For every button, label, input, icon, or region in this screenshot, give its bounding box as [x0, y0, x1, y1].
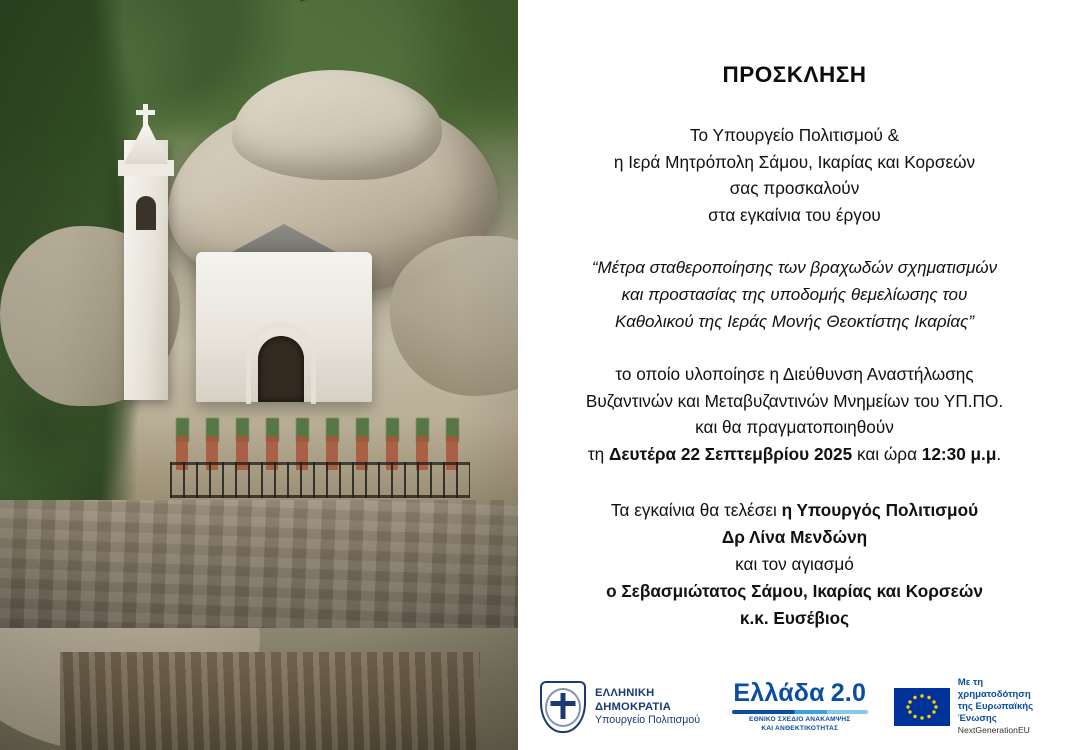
intro-line: στα εγκαίνια του έργου [708, 204, 881, 225]
datetime-suffix: . [996, 443, 1002, 464]
eu-flag-icon [894, 688, 950, 726]
intro-block [544, 122, 1045, 228]
greece-logo-sub1: ΕΘΝΙΚΟ ΣΧΕΔΙΟ ΑΝΑΚΑΜΨΗΣ [748, 716, 851, 724]
event-time: 12:30 μ.μ [921, 443, 997, 464]
monastery-photo [0, 0, 518, 750]
datetime-middle: και ώρα [852, 443, 922, 464]
intro-line: σας προσκαλούν [729, 178, 860, 198]
footer-logo-strip [518, 677, 1071, 736]
hellenic-republic-emblem-icon [540, 681, 586, 733]
photo-bell-tower [124, 140, 168, 400]
photo-bell-tower-opening [136, 196, 156, 230]
project-title-line: και προστασίας της υποδομής θεμελίωσης του [621, 285, 968, 304]
officiant-line [544, 578, 1045, 605]
implementation-line: Βυζαντινών και Μεταβυζαντινών Μνημείων του ΥΠ.ΠΟ. [585, 390, 1004, 411]
project-title-block [544, 254, 1045, 335]
greece-logo-version: 2.0 [830, 679, 867, 708]
ministry-logo-line2: Υπουργείο Πολιτισμού [595, 714, 701, 727]
ministry-logo-line1: ΕΛΛΗΝΙΚΗ ΔΗΜΟΚΡΑΤΙΑ [595, 687, 672, 714]
eu-logo-line3: NextGenerationEU [957, 725, 1030, 736]
officiants-block [544, 497, 1045, 632]
officiant-line [544, 524, 1045, 551]
project-title-line: “Μέτρα σταθεροποίησης των βραχωδών σχηματισμών [591, 258, 998, 277]
minister-role: η Υπουργός Πολιτισμού [781, 500, 979, 520]
greece-logo-name: Ελλάδα [733, 679, 825, 708]
minister-name: Δρ Λίνα Μενδώνη [721, 527, 868, 547]
officiant-line: και τον αγιασμό [735, 554, 854, 574]
event-datetime-line [544, 441, 1045, 468]
officiant-line [544, 605, 1045, 632]
implementation-block [544, 361, 1045, 467]
page-title: ΠΡΟΣΚΛΗΣΗ [722, 62, 867, 87]
photo-terraced-field [60, 652, 480, 750]
project-title-line: Καθολικού της Ιεράς Μονής Θεοκτίστης Ικαρίας” [614, 312, 975, 331]
greece-2-logo [732, 679, 868, 734]
ministry-logo [540, 681, 706, 733]
photo-railing [170, 462, 470, 498]
greece-logo-underline [732, 710, 868, 714]
implementation-line: και θα πραγματοποιηθούν [695, 417, 894, 437]
event-date: Δευτέρα 22 Σεπτεμβρίου 2025 [608, 443, 853, 464]
officiant-line [544, 497, 1045, 524]
metropolitan-title: ο Σεβασμιώτατος Σάμου, Ικαρίας και Κορσεών [606, 581, 983, 601]
eu-logo-line1: Με τη χρηματοδότηση [957, 677, 1031, 701]
greece-logo-sub2: ΚΑΙ ΑΝΘΕΚΤΙΚΟΤΗΤΑΣ [761, 725, 839, 733]
metropolitan-name: κ.κ. Ευσέβιος [739, 608, 850, 628]
photo-stone-wall [0, 500, 518, 628]
officiant-prefix: Τα εγκαίνια θα τελέσει [610, 500, 782, 520]
datetime-prefix: τη [587, 443, 609, 464]
invitation-text-panel [518, 0, 1071, 750]
eu-logo-line2: της Ευρωπαϊκής Ένωσης [957, 701, 1034, 725]
eu-funding-logo [894, 677, 1049, 736]
intro-line: Το Υπουργείο Πολιτισμού & [689, 125, 900, 145]
intro-line: η Ιερά Μητρόπολη Σάμου, Ικαρίας και Κορσεών [613, 151, 976, 172]
cross-icon [143, 104, 148, 126]
implementation-line: το οποίο υλοποίησε η Διεύθυνση Αναστήλωσης [615, 364, 974, 384]
photo-chapel-door [258, 336, 304, 402]
